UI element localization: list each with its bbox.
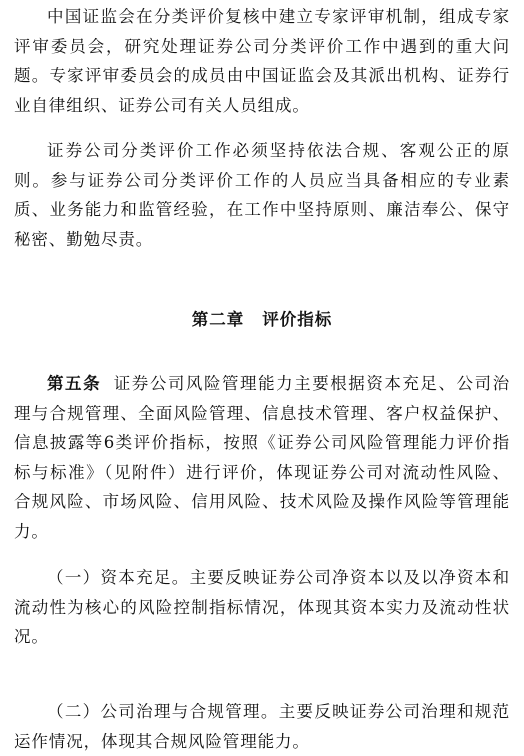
list-item-capital-adequacy: （一）资本充足。主要反映证券公司净资本以及以净资本和流动性为核心的风险控制指标情况，体现其资本实力及流动性状况。 [14,568,510,647]
paragraph-evaluation-principles: 证券公司分类评价工作必须坚持依法合规、客观公正的原则。参与证券公司分类评价工作的人员应当具备相应的专业素质、业务能力和监管经验，在工作中坚持原则、廉洁奉公、保守秘密、勤勉尽责。 [14,141,510,249]
chapter-title: 评价指标 [262,310,333,329]
article-number: 第五条 [47,374,102,393]
article-5-paragraph [14,369,510,547]
article-text: 证券公司风险管理能力主要根据资本充足、公司治理与合规管理、全面风险管理、信息技术管理、客户权益保护、信息披露等6类评价指标，按照《证券公司风险管理能力评价指标与标准》（见附件）进行评价，体现证券公司对流动性风险、合规风险、市场风险、信用风险、技术风险及操作风险等管理能力。 [14,374,510,541]
paragraph-expert-review: 中国证监会在分类评价复核中建立专家评审机制，组成专家评审委员会，研究处理证券公司分类评价工作中遇到的重大问题。专家评审委员会的成员由中国证监会及其派出机构、证券行业自律组织、证券公司有关人员组成。 [14,7,510,115]
list-item-governance-compliance: （二）公司治理与合规管理。主要反映证券公司治理和规范运作情况，体现其合规风险管理能力。 [14,702,510,751]
chapter-heading [0,306,524,334]
chapter-number: 第二章 [191,310,245,329]
